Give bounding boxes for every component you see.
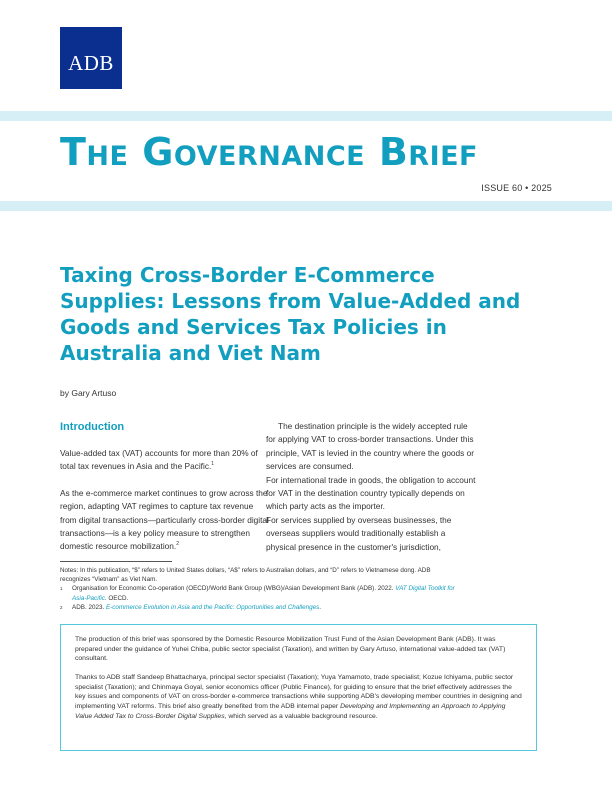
- paragraph: For international trade in goods, the obligation to account for VAT in the destination country typically depends on which party acts as the importer.: [266, 474, 476, 512]
- publication-title: The Governance Brief: [60, 130, 479, 174]
- adb-logo: [60, 27, 122, 89]
- column-right: [266, 420, 476, 554]
- issue-number: ISSUE 60 • 2025: [481, 183, 552, 193]
- paragraph: The destination principle is the widely accepted rule for applying VAT to cross-border transactions. Under this principle, VAT is levied in the country where the goods or services are consumed.: [266, 421, 474, 472]
- footnote-tail: . OECD.: [104, 594, 129, 602]
- footnote-text: Organisation for Economic Co-operation (OECD)/World Bank Group (WBG)/Asian Development Bank (ADB). 2022.: [72, 585, 396, 593]
- footnote-ref[interactable]: 1: [211, 461, 215, 468]
- footnote-link[interactable]: VAT Digital Toolkit for Asia-Pacific: [72, 585, 455, 602]
- credits-text: Thanks to ADB staff Sandeep Bhattacharya, principal sector specialist (Taxation); Yuya Yamamoto, trade specialist; Kozue Ichiyama, public sector specialist (Taxation); and Chinmaya Goyal, senior economics officer (Public Finance), for guiding to ensure that the brief effectively addresses the key issues and components of VAT on cross-border e-commerce transactions while supporting ADB's developing member countries in designing and implementing VAT reforms. This brief also greatly benefited from the ADB internal paper: [75, 674, 522, 711]
- paragraph-text: As the e-commerce market continues to grow across the region, adapting VAT regimes to capture tax revenue from digital transactions—particularly cross-border digital transactions—is a key policy measure to strengthen domestic resource mobilization.: [60, 487, 269, 552]
- footnote-2: [60, 603, 460, 612]
- paragraph: [60, 447, 270, 474]
- paragraph-text: Value-added tax (VAT) accounts for more than 20% of total tax revenues in Asia and the Pacific.: [60, 448, 258, 472]
- logo-text: ADB: [68, 51, 114, 75]
- footnotes: [60, 566, 460, 612]
- footnote-mark: 1: [60, 586, 63, 592]
- section-heading-introduction: Introduction: [60, 421, 125, 433]
- credits-paragraph: [75, 673, 522, 721]
- paragraph: [60, 487, 270, 554]
- footnote-text: ADB. 2023.: [72, 603, 106, 611]
- footnote-mark: 2: [60, 604, 63, 610]
- footnote-divider: [60, 561, 172, 562]
- credits-paragraph: The production of this brief was sponsored by the Domestic Resource Mobilization Trust Fund of the Asian Development Bank (ADB). It was prepared under the guidance of Yuhei Chiba, public sector specialist (Taxation), and written by Gary Artuso, international value-added tax (VAT) consultant.: [75, 636, 506, 663]
- column-left: [60, 420, 270, 567]
- footnote-notes: Notes: In this publication, “$” refers to United States dollars, “A$” refers to Australian dollars, and “D” refers to Vietnamese dong. ADB recognizes “Vietnam” as Viet Nam.: [60, 567, 431, 584]
- paragraph: For services supplied by overseas businesses, the overseas suppliers would traditionally establish a physical presence in the customer's jurisdiction,: [266, 514, 452, 552]
- footnote-ref[interactable]: 2: [176, 541, 179, 548]
- credits-tail: , which served as a valuable background resource.: [224, 712, 378, 720]
- footnote-link[interactable]: E-commerce Evolution in Asia and the Pacific: Opportunities and Challenges: [105, 603, 320, 611]
- article-title: Taxing Cross-Border E-Commerce Supplies: Lessons from Value-Added and Goods and Services Tax Policies in Australia and Viet Nam: [60, 263, 521, 365]
- credits-paper-title: Developing and Implementing an Approach to Applying Value Added Tax to Cross-Border Digital Supplies: [75, 703, 506, 720]
- footnote-tail: .: [319, 603, 321, 611]
- byline: by Gary Artuso: [60, 388, 117, 398]
- footnote-1: [60, 584, 460, 602]
- credits-box: [60, 624, 537, 751]
